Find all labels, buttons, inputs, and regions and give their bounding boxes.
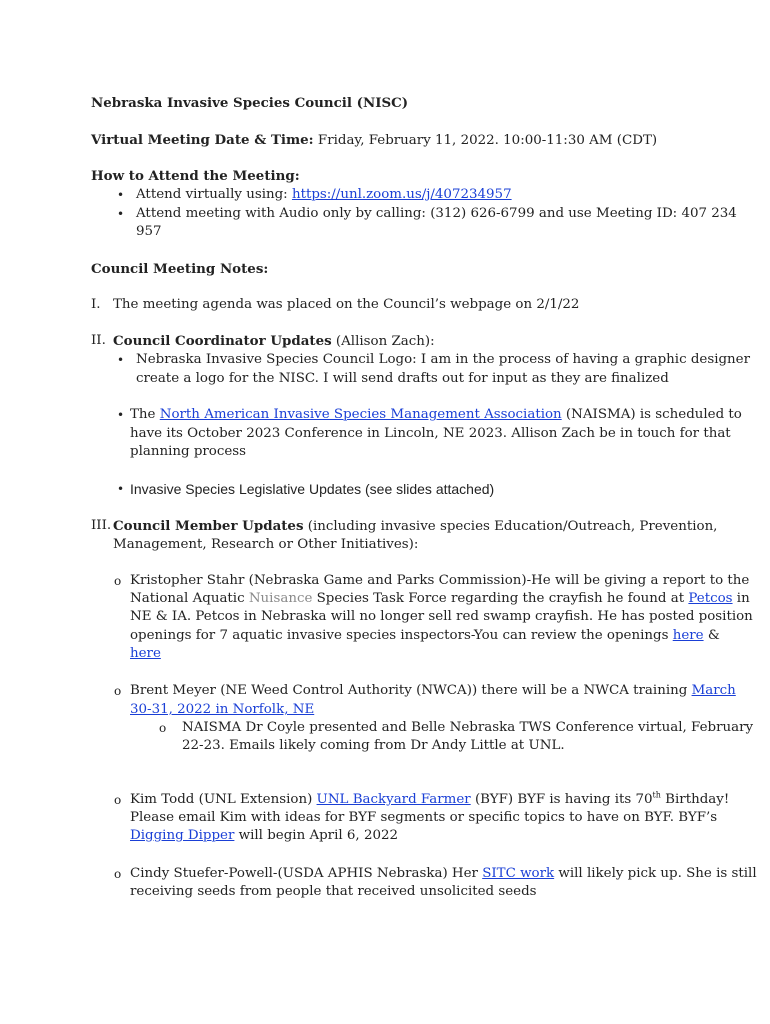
digging-dipper-link[interactable]: Digging Dipper: [130, 828, 235, 843]
circle-bullet-icon: o: [114, 793, 122, 807]
attend-item-zoom-label: Attend virtually using:: [136, 187, 292, 202]
member-todd-update-cont: Please email Kim with ideas for BYF segments or specific topics to have on BYF. BYF’s: [130, 810, 718, 825]
section-numeral: I.: [91, 297, 101, 312]
text-segment: National Aquatic: [130, 591, 249, 606]
text-segment: will likely pick up. She is still: [554, 866, 757, 881]
text-segment: in: [732, 591, 750, 606]
section-3-title: Council Member Updates: [113, 518, 304, 534]
section-3-heading-cont: Management, Research or Other Initiatives):: [113, 537, 419, 552]
text-segment: will begin April 6, 2022: [234, 828, 399, 843]
meyer-subitem: NAISMA Dr Coyle presented and Belle Nebraska TWS Conference virtual, February: [182, 720, 754, 735]
meeting-datetime: [91, 131, 657, 150]
nwca-training-link-cont[interactable]: 30-31, 2022 in Norfolk, NE: [130, 702, 315, 717]
notes-heading: Council Meeting Notes:: [91, 261, 269, 277]
member-stuefer-powell-update-cont: receiving seeds from people that received unsolicited seeds: [130, 884, 537, 899]
legislative-update: Invasive Species Legislative Updates (see slides attached): [130, 481, 495, 497]
section-1-text: The meeting agenda was placed on the Council’s webpage on 2/1/22: [113, 297, 580, 312]
bullet-icon: •: [117, 188, 125, 202]
circle-bullet-icon: o: [114, 684, 122, 698]
bullet-icon: •: [117, 353, 125, 367]
sitc-work-link[interactable]: SITC work: [482, 866, 555, 881]
section-2-heading: [113, 332, 435, 351]
member-meyer-update-cont: [130, 701, 314, 719]
circle-bullet-icon: o: [159, 721, 167, 735]
nuisance-word: Nuisance: [248, 591, 313, 606]
meeting-datetime-value: Friday, February 11, 2022. 10:00-11:30 AM (CDT): [313, 133, 658, 148]
naisma-link[interactable]: North American Invasive Species Management Association: [159, 407, 562, 422]
coordinator-logo-update-cont: create a logo for the NISC. I will send drafts out for input as they are finalized: [136, 371, 669, 386]
zoom-link[interactable]: https://unl.zoom.us/j/407234957: [291, 187, 512, 202]
text-segment: Species Task Force regarding the crayfish he found at: [312, 591, 689, 606]
text-segment: Cindy Stuefer-Powell-(USDA APHIS Nebraska) Her: [130, 866, 483, 881]
ordinal-suffix: th: [652, 790, 661, 800]
member-todd-update: [130, 791, 729, 809]
text-segment: &: [703, 628, 720, 643]
section-3-subtitle: (including invasive species Education/Outreach, Prevention,: [303, 519, 718, 534]
openings-link-1[interactable]: here: [672, 628, 704, 643]
member-stahr-update-cont2: NE & IA. Petcos in Nebraska will no longer sell red swamp crayfish. He has posted position: [130, 609, 753, 624]
member-stahr-update-cont4: [130, 645, 161, 663]
openings-link-2[interactable]: here: [130, 646, 161, 661]
section-2-title: Council Coordinator Updates: [113, 333, 332, 349]
text-segment: Birthday!: [660, 792, 730, 807]
member-stuefer-powell-update: [130, 865, 757, 883]
text-segment: Kim Todd (UNL Extension): [130, 792, 317, 807]
text-segment: Brent Meyer (NE Weed Control Authority (NWCA)) there will be a NWCA training: [130, 683, 692, 698]
bullet-icon: •: [117, 207, 125, 221]
naisma-update-cont2: planning process: [130, 444, 247, 459]
attend-item-phone: Attend meeting with Audio only by calling: (312) 626-6799 and use Meeting ID: 407 234: [136, 206, 737, 221]
bullet-icon: •: [117, 408, 125, 422]
attend-heading: How to Attend the Meeting:: [91, 168, 300, 184]
section-3-heading: [113, 517, 717, 536]
naisma-update-cont: have its October 2023 Conference in Lincoln, NE 2023. Allison Zach be in touch for that: [130, 426, 731, 441]
petcos-link[interactable]: Petcos: [688, 591, 733, 606]
naisma-suffix: (NAISMA) is scheduled to: [561, 407, 742, 422]
section-2-subtitle: (Allison Zach):: [331, 334, 435, 349]
naisma-prefix: The: [130, 407, 160, 422]
member-stahr-update-cont3: [130, 627, 720, 645]
section-numeral: III.: [91, 518, 112, 533]
meeting-datetime-label: Virtual Meeting Date & Time:: [91, 132, 314, 148]
section-numeral: II.: [91, 333, 106, 348]
meyer-subitem-cont: 22-23. Emails likely coming from Dr Andy Little at UNL.: [182, 738, 565, 753]
circle-bullet-icon: o: [114, 867, 122, 881]
naisma-update: [130, 406, 742, 424]
document-title: Nebraska Invasive Species Council (NISC): [91, 95, 409, 111]
member-todd-update-cont2: [130, 827, 398, 845]
member-stahr-update-cont: [130, 590, 750, 608]
coordinator-logo-update: Nebraska Invasive Species Council Logo: I am in the process of having a graphic designer: [136, 352, 751, 367]
member-meyer-update: [130, 682, 736, 700]
text-segment: (BYF) BYF is having its 70: [470, 792, 653, 807]
attend-item-phone-cont: 957: [136, 224, 162, 239]
circle-bullet-icon: o: [114, 574, 122, 588]
nwca-training-link[interactable]: March: [691, 683, 736, 698]
bullet-icon: •: [117, 482, 125, 496]
backyard-farmer-link[interactable]: UNL Backyard Farmer: [316, 792, 471, 807]
text-segment: openings for 7 aquatic invasive species inspectors-You can review the openings: [130, 628, 673, 643]
attend-item-zoom: [136, 186, 512, 204]
member-stahr-update: Kristopher Stahr (Nebraska Game and Parks Commission)-He will be giving a report to the: [130, 573, 750, 588]
